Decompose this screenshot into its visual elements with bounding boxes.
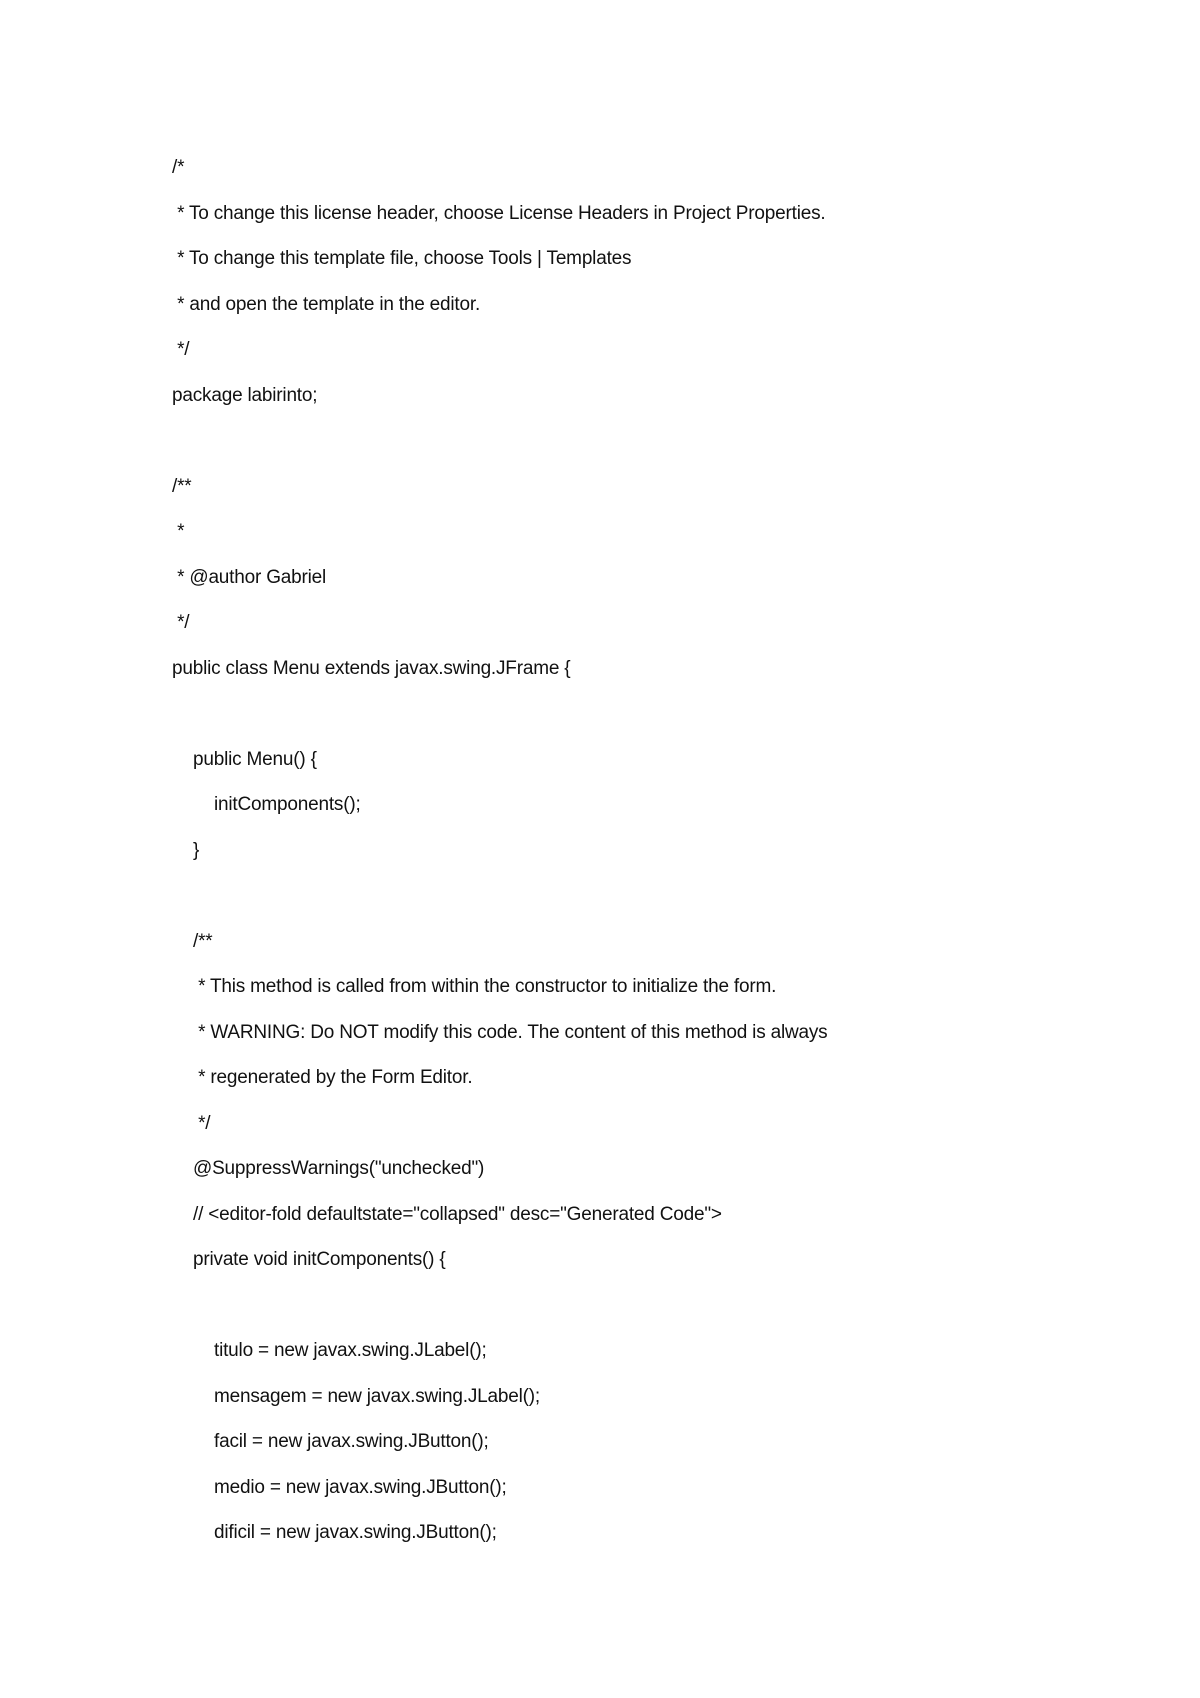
code-line: mensagem = new javax.swing.JLabel(); xyxy=(214,1385,540,1407)
code-line: */ xyxy=(172,339,190,360)
code-line: * xyxy=(172,521,185,542)
code-line: /** xyxy=(193,930,213,952)
code-line: medio = new javax.swing.JButton(); xyxy=(214,1476,507,1498)
code-line: * @author Gabriel xyxy=(172,566,327,588)
code-line: dificil = new javax.swing.JButton(); xyxy=(214,1522,497,1543)
code-line: * This method is called from within the constructor to initialize the form. xyxy=(193,976,777,997)
code-line: public class Menu extends javax.swing.JFrame { xyxy=(172,657,571,679)
code-text-block xyxy=(172,145,1072,1556)
code-line: } xyxy=(193,839,200,861)
code-line: // <editor-fold defaultstate="collapsed" desc="Generated Code"> xyxy=(193,1203,722,1225)
code-line: titulo = new javax.swing.JLabel(); xyxy=(214,1340,487,1361)
code-line: /* xyxy=(172,157,185,178)
code-line: */ xyxy=(193,1112,211,1134)
code-line: * and open the template in the editor. xyxy=(172,293,481,315)
blank-line xyxy=(172,873,1072,919)
code-line: */ xyxy=(172,612,190,633)
code-line: initComponents(); xyxy=(214,794,361,815)
code-line: * WARNING: Do NOT modify this code. The content of this method is always xyxy=(193,1021,828,1043)
code-line: public Menu() { xyxy=(193,748,317,770)
code-line: * regenerated by the Form Editor. xyxy=(193,1067,473,1088)
code-line: * To change this license header, choose License Headers in Project Properties. xyxy=(172,202,826,224)
code-line: @SuppressWarnings("unchecked") xyxy=(193,1158,485,1179)
blank-line xyxy=(172,691,1072,737)
code-line: facil = new javax.swing.JButton(); xyxy=(214,1431,489,1452)
blank-line xyxy=(172,418,1072,464)
code-line: private void initComponents() { xyxy=(193,1249,446,1270)
code-line: /** xyxy=(172,475,192,497)
code-line: package labirinto; xyxy=(172,384,318,406)
code-line: * To change this template file, choose Tools | Templates xyxy=(172,248,632,269)
blank-line xyxy=(172,1283,1072,1329)
